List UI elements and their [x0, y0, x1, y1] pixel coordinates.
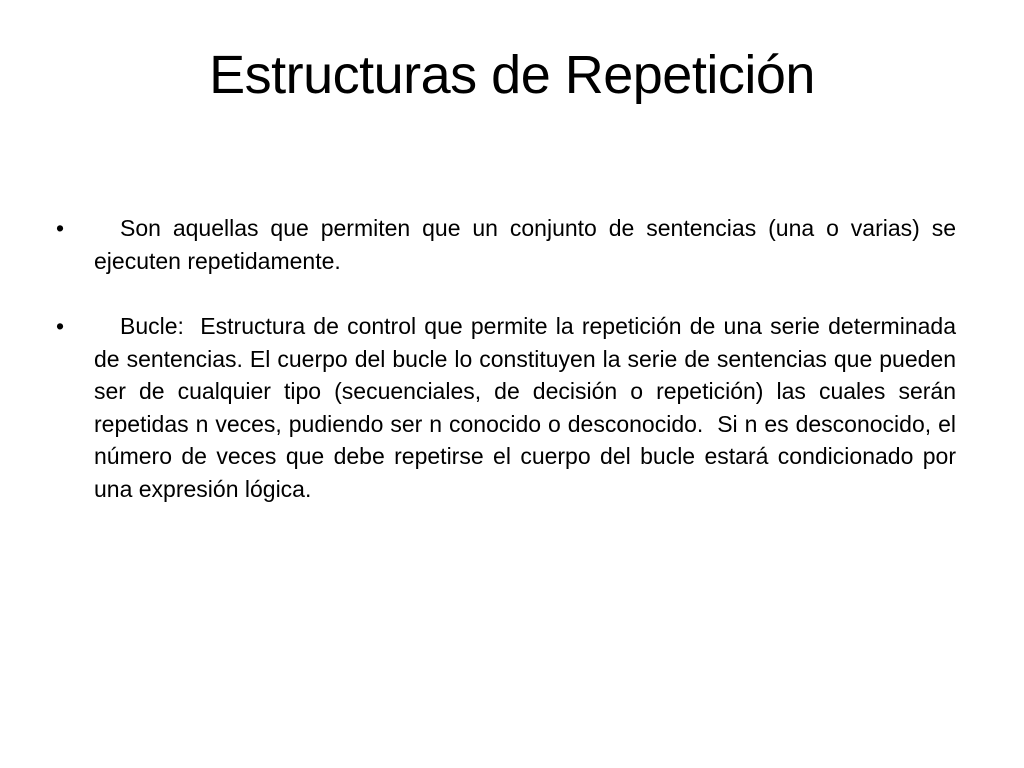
- bullet-text-definition: Son aquellas que permiten que un conjunto de sentencias (una o varias) se ejecuten repetidamente.: [94, 215, 956, 274]
- bullet-list: [56, 212, 963, 538]
- bullet-item-definition: [56, 212, 956, 277]
- bullet-marker: •: [56, 313, 65, 339]
- slide-title: Estructuras de Repetición: [209, 45, 815, 105]
- bullet-marker: •: [56, 215, 65, 241]
- bullet-text-bucle: Bucle: Estructura de control que permite la repetición de una serie determinada de sentencias. El cuerpo del bucle lo constituyen la serie de sentencias que pueden ser de cualquier tipo (secuenciales, de decisión o repetición) las cuales serán repetidas n veces, pudiendo ser n conocido o desconocido. Si n es desconocido, el número de veces que debe repetirse el cuerpo del bucle estará condicionado por una expresión lógica.: [94, 313, 963, 502]
- bullet-item-bucle: [56, 310, 963, 505]
